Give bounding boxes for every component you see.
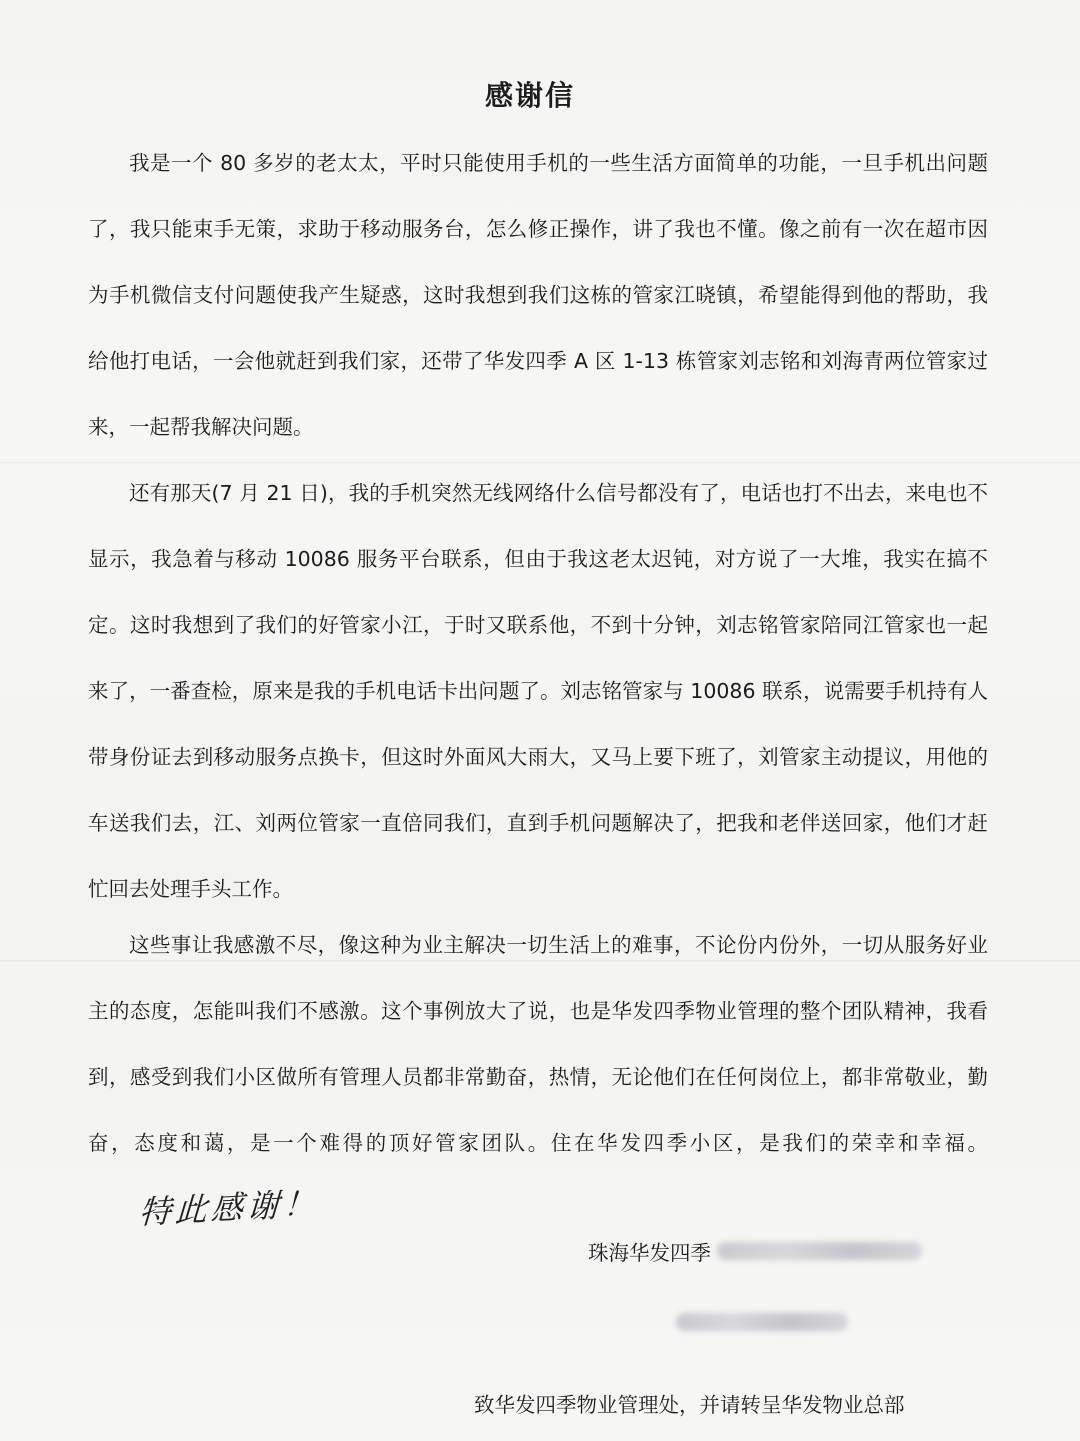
letter-paragraph-2: 还有那天(7 月 21 日)，我的手机突然无线网络什么信号都没有了，电话也打不出去，来电也不显示，我急着与移动 10086 服务平台联系，但由于我这老太迟钝，对方说了一大堆，我实在搞不定。这时我想到了我们的好管家小江，于时又联系他，不到十分钟，刘志铭管家陪同江管家也一起来了，一番查检，原来是我的手机电话卡出问题了。刘志铭管家与 10086 联系，说需要手机持有人带身份证去到移动服务点换卡，但这时外面风大雨大，又马上要下班了，刘管家主动提议，用他的车送我们去，江、刘两位管家一直倍同我们，直到手机问题解决了，把我和老伴送回家，他们才赶忙回去处理手头工作。	[88, 481, 988, 901]
letter-paragraph-1: 我是一个 80 多岁的老太太，平时只能使用手机的一些生活方面简单的功能，一旦手机出问题了，我只能束手无策，求助于移动服务台，怎么修正操作，讲了我也不懂。像之前有一次在超市因为手机微信支付问题使我产生疑惑，这时我想到我们这栋的管家江晓镇，希望能得到他的帮助，我给他打电话，一会他就赶到我们家，还带了华发四季 A 区 1-13 栋管家刘志铭和刘海青两位管家过来，一起帮我解决问题。	[88, 151, 988, 439]
addressee-line: 致华发四季物业管理处，并请转呈华发物业总部	[474, 1393, 905, 1417]
signature-prefix: 珠海华发四季	[588, 1241, 711, 1265]
letter-paragraph-3	[88, 912, 988, 1246]
redacted-date	[676, 1313, 848, 1331]
letter-title: 感谢信	[484, 79, 575, 112]
signature-line	[588, 1236, 922, 1266]
letter-paragraph-3-text: 这些事让我感激不尽，像这种为业主解决一切生活上的难事，不论份内份外，一切从服务好业主的态度，怎能叫我们不感激。这个事例放大了说，也是华发四季物业管理的整个团队精神，我看到，感受到我们小区做所有管理人员都非常勤奋，热情，无论他们在任何岗位上，都非常敬业，勤奋，态度和蔼，是一个难得的顶好管家团队。住在华发四季小区，是我们的荣幸和幸福。	[88, 933, 988, 1155]
handwritten-closing: 特此感谢！	[138, 1184, 320, 1232]
redacted-signature	[717, 1242, 922, 1260]
